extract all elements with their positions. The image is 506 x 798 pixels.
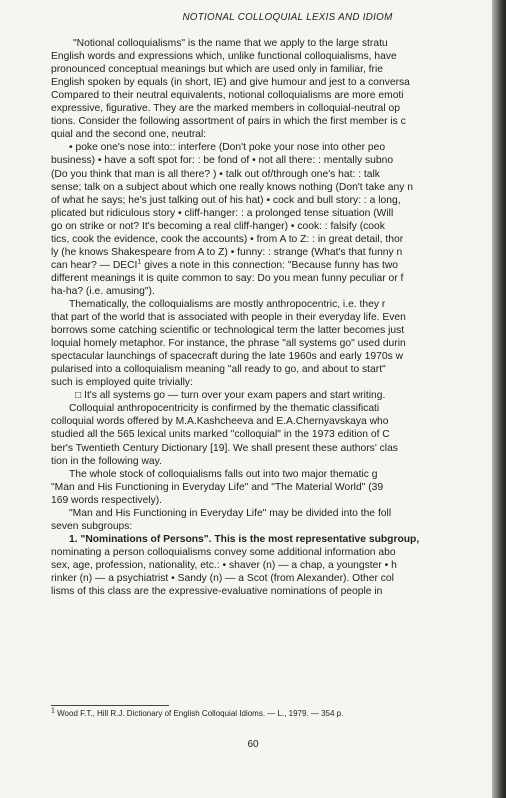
text-line: "Notional colloquialisms" is the name that we apply to the large stratu bbox=[73, 38, 388, 50]
text-line: English spoken by equals (in short, IE) and give humour and jest to a conversa bbox=[51, 77, 410, 89]
text-line: tion in the following way. bbox=[51, 455, 162, 467]
text-line: borrows some catching scientific or technological term the latter becomes just bbox=[51, 325, 405, 337]
text-line: ber's Twentieth Century Dictionary [19]. We shall present these authors' clas bbox=[51, 442, 398, 454]
text-line: seven subgroups: bbox=[51, 520, 133, 532]
text-line: sense; talk on a subject about which one really knows nothing (Don't take any n bbox=[51, 181, 413, 193]
page-number: 60 bbox=[247, 739, 259, 750]
text-line bbox=[51, 259, 494, 272]
running-head: NOTIONAL COLLOQUIAL LEXIS AND IDIOM bbox=[182, 12, 393, 23]
text-line: pronounced conceptual meanings but which are used only in familiar, frie bbox=[51, 64, 383, 76]
text-line: lisms of this class are the expressive-evaluative nominations of people in bbox=[51, 586, 383, 598]
text-line: ly (he knows Shakespeare from A to Z) • funny: : strange (What's that funny n bbox=[51, 246, 403, 258]
footnote-number: 1 bbox=[51, 707, 55, 715]
text-line: 169 words respectively). bbox=[51, 494, 163, 506]
text-line: nominating a person colloquialisms convey some additional information abo bbox=[51, 546, 396, 558]
text-line: Thematically, the colloquialisms are mostly anthropocentric, i.e. they r bbox=[69, 298, 386, 310]
text-line: Compared to their neutral equivalents, notional colloquialisms are more emoti bbox=[51, 90, 404, 102]
text-line: quial and the second one, neutral: bbox=[51, 129, 207, 141]
footnote-rule bbox=[51, 705, 169, 706]
footnote-text: Wood F.T., Hill R.J. Dictionary of English Colloquial Idioms. — L., 1979. — 354 p. bbox=[57, 709, 344, 718]
text-fragment: gives a note in this connection: "Because funny has two bbox=[141, 259, 398, 271]
text-line: sex, age, profession, nationality, etc.: • shaver (n) — a chap, a youngster • h bbox=[51, 559, 397, 571]
example-line: □ It's all systems go — turn over your exam papers and start writing. bbox=[75, 390, 386, 402]
page-body bbox=[51, 11, 494, 598]
text-line: that part of the world that is associated with people in their everyday life. Even bbox=[51, 312, 406, 324]
text-line: spectacular launchings of spacecraft during the late 1960s and early 1970s w bbox=[51, 351, 404, 363]
text-line: expressive, figurative. They are the marked members in colloquial-neutral op bbox=[51, 103, 400, 115]
text-line: plicated but ridiculous story • cliff-hanger: : a prolonged tense situation (Will bbox=[51, 207, 394, 219]
text-line: loquial homely metaphor. For instance, the phrase "all systems go" used durin bbox=[51, 338, 406, 350]
text-fragment: can hear? — DECI bbox=[51, 259, 138, 271]
text-line: (Do you think that man is all there? ) • talk out of/through one's hat: : talk bbox=[51, 168, 380, 180]
text-line: such is employed quite trivially: bbox=[51, 377, 193, 389]
text-line: different meanings it is quite common to say: Do you mean funny peculiar or f bbox=[51, 272, 404, 284]
footnote bbox=[51, 705, 343, 718]
page-edge-shadow bbox=[492, 0, 506, 798]
text-line: "Man and His Functioning in Everyday Life" may be divided into the foll bbox=[69, 507, 392, 519]
text-line: tics, cook the evidence, cook the accounts) • from A to Z: : in great detail, thor bbox=[51, 233, 404, 245]
text-line: tions. Consider the following assortment of pairs in which the first member is c bbox=[51, 116, 406, 128]
text-line: The whole stock of colloquialisms falls out into two major thematic g bbox=[69, 468, 378, 480]
text-line: business) • have a soft spot for: : be fond of • not all there: : mentally subno bbox=[51, 155, 394, 167]
text-line: • poke one's nose into:: interfere (Don't poke your nose into other peo bbox=[69, 142, 386, 154]
text-line: "Man and His Functioning in Everyday Life" and "The Material World" (39 bbox=[51, 481, 384, 493]
text-line: studied all the 565 lexical units marked "colloquial" in the 1973 edition of C bbox=[51, 429, 390, 441]
subgroup-heading-line: 1. "Nominations of Persons". This is the most representative subgroup, bbox=[69, 533, 420, 545]
text-line: Colloquial anthropocentricity is confirmed by the thematic classificati bbox=[69, 403, 380, 415]
text-line: ha-ha? (i.e. amusing"). bbox=[51, 285, 155, 297]
text-line: rinker (n) — a psychiatrist • Sandy (n) — a Scot (from Alexander). Other col bbox=[51, 572, 394, 584]
text-line: English words and expressions which, unlike functional colloquialisms, have bbox=[51, 51, 397, 63]
text-line: pularised into a colloquialism meaning "all ready to go, and about to start" bbox=[51, 364, 386, 376]
text-line: of what he says; he's just talking out of his hat) • cock and bull story: : a long, bbox=[51, 194, 401, 206]
footnote-marker: 1 bbox=[137, 258, 142, 266]
text-line: go on strike or not? It's becoming a real cliff-hanger) • cook: : falsify (cook bbox=[51, 220, 385, 232]
text-line: colloquial words offered by M.A.Kashcheeva and E.A.Chernyavskaya who bbox=[51, 416, 389, 428]
